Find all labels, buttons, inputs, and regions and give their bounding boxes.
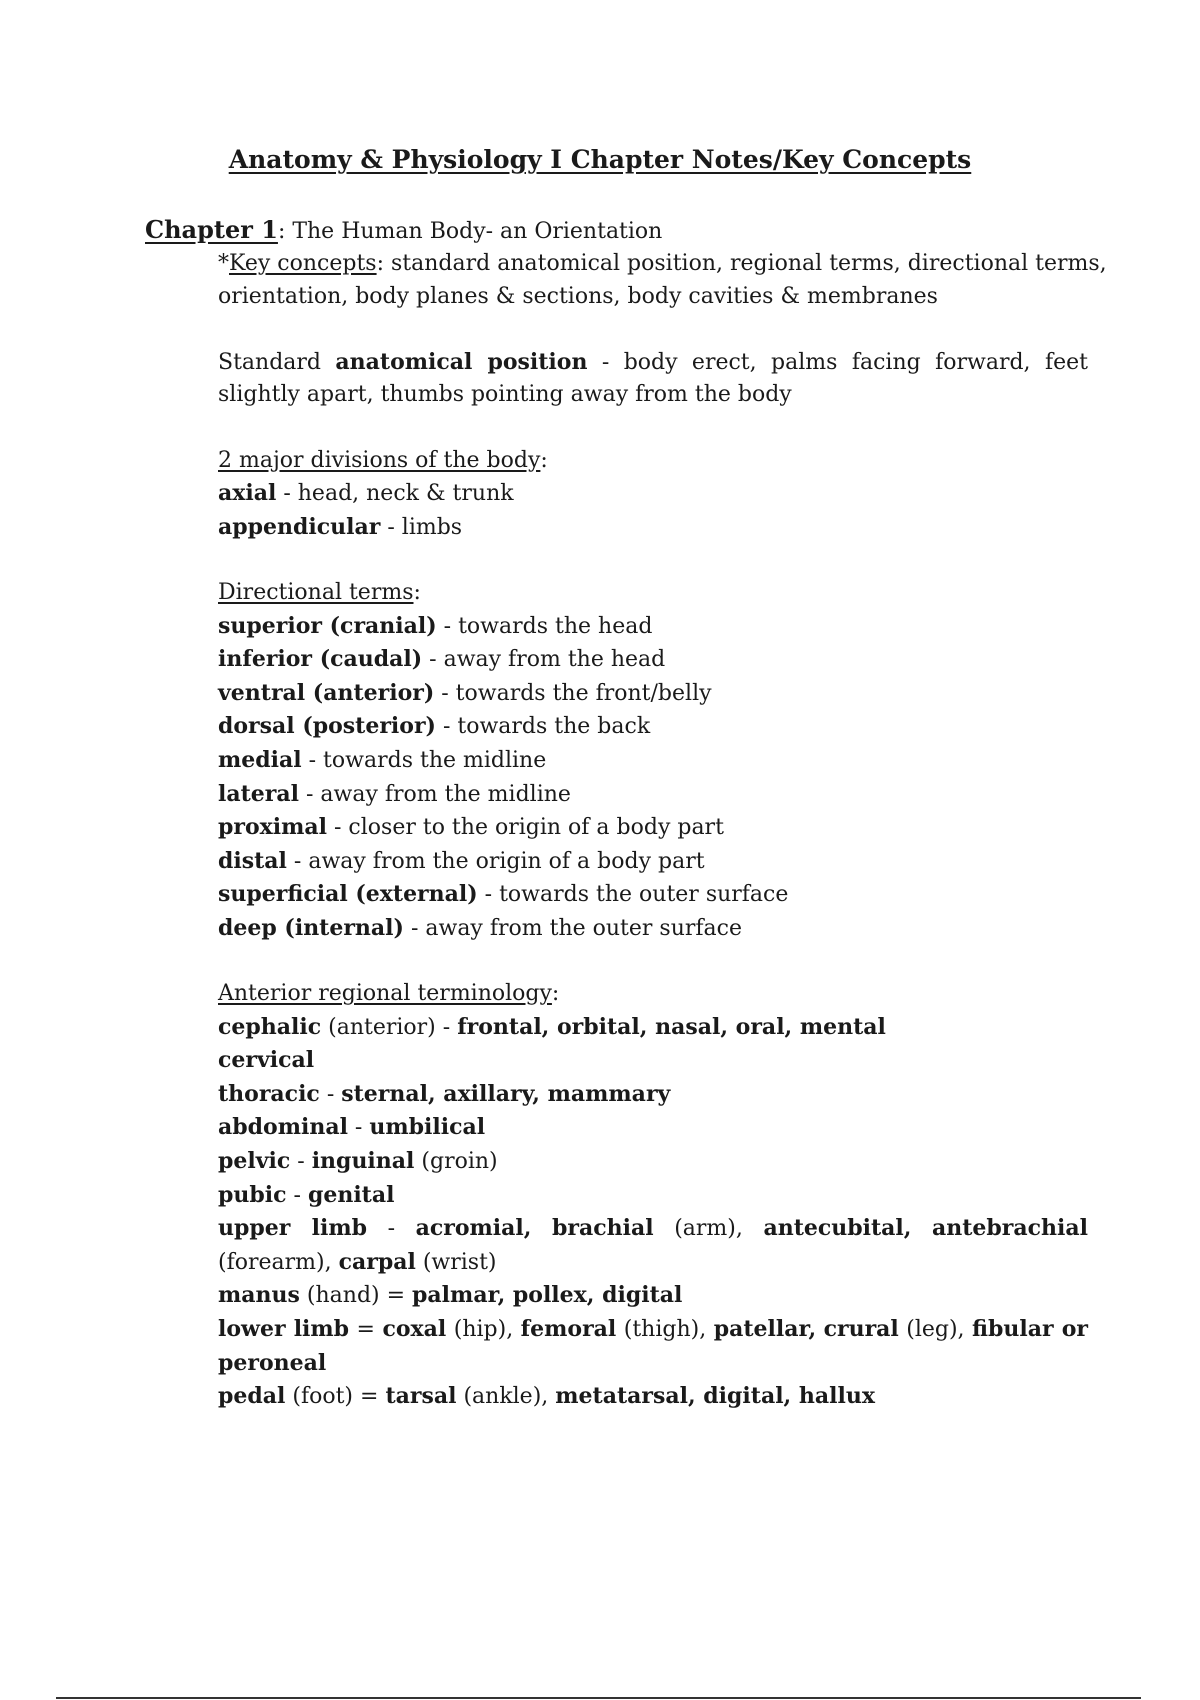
term-alias: (caudal) bbox=[312, 646, 423, 673]
term: inferior bbox=[218, 646, 313, 673]
note: (leg), bbox=[898, 1317, 973, 1342]
term: dorsal bbox=[218, 713, 295, 740]
list-item bbox=[218, 710, 1088, 744]
definition: - head, neck & trunk bbox=[276, 481, 514, 507]
definition: - limbs bbox=[380, 514, 463, 540]
list-item bbox=[218, 811, 1088, 845]
definition: - towards the head bbox=[436, 613, 653, 639]
directional-heading bbox=[218, 577, 1088, 610]
subterm: crural bbox=[823, 1316, 899, 1342]
term: deep bbox=[218, 914, 277, 941]
subterms: genital bbox=[307, 1181, 395, 1208]
term: abdominal bbox=[218, 1114, 348, 1141]
subterm: fibular or peroneal bbox=[218, 1316, 1089, 1376]
document-title: Anatomy & Physiology I Chapter Notes/Key Concepts bbox=[228, 145, 972, 174]
note: (arm), bbox=[653, 1216, 764, 1242]
anatomical-position-prefix: Standard bbox=[218, 349, 336, 375]
list-item bbox=[218, 511, 1088, 545]
term: lateral bbox=[218, 780, 299, 807]
list-item bbox=[218, 477, 1088, 511]
note: (wrist) bbox=[415, 1249, 497, 1275]
separator: - bbox=[290, 1149, 312, 1175]
term: ventral bbox=[218, 679, 306, 706]
subterm: brachial bbox=[552, 1215, 654, 1242]
anterior-regional-heading-colon: : bbox=[551, 981, 560, 1007]
term-alias: (anterior) bbox=[305, 679, 435, 706]
list-item-upper-limb bbox=[218, 1212, 1088, 1279]
note: (thigh), bbox=[616, 1317, 714, 1342]
anterior-regional-heading bbox=[218, 978, 1088, 1011]
subterms: inguinal bbox=[311, 1148, 415, 1175]
list-item bbox=[218, 1078, 1088, 1112]
term: proximal bbox=[218, 814, 328, 841]
chapter-name: The Human Body- an Orientation bbox=[292, 219, 663, 244]
term: cephalic bbox=[218, 1013, 322, 1040]
list-item bbox=[218, 845, 1088, 879]
list-item bbox=[218, 878, 1088, 912]
spacer bbox=[218, 412, 1088, 445]
chapter-separator: : bbox=[277, 219, 293, 244]
term: appendicular bbox=[218, 513, 381, 540]
definition: - closer to the origin of a body part bbox=[327, 815, 724, 841]
term-alias: (internal) bbox=[276, 914, 404, 941]
subterm: acromial, bbox=[415, 1215, 532, 1242]
subterms: frontal, orbital, nasal, oral, mental bbox=[457, 1013, 886, 1040]
key-concepts-label: Key concepts bbox=[229, 251, 377, 276]
term: thoracic bbox=[218, 1080, 320, 1107]
term: pedal bbox=[218, 1383, 286, 1410]
spacer bbox=[218, 313, 1088, 346]
spacer bbox=[218, 945, 1088, 978]
list-item bbox=[218, 778, 1088, 812]
term: medial bbox=[218, 746, 302, 773]
key-concepts-colon: : bbox=[376, 251, 384, 276]
key-concepts-line-2: orientation, body planes & sections, body cavities & membranes bbox=[218, 283, 938, 309]
subterm: antebrachial bbox=[932, 1215, 1089, 1242]
key-concepts-line-1 bbox=[218, 248, 1107, 281]
term: upper limb bbox=[218, 1215, 367, 1242]
term-alias: (external) bbox=[347, 881, 478, 908]
term: lower limb bbox=[218, 1316, 350, 1342]
list-item bbox=[218, 1111, 1088, 1145]
definition: - away from the origin of a body part bbox=[286, 848, 705, 874]
term: manus bbox=[218, 1282, 300, 1309]
note: (hip), bbox=[446, 1317, 521, 1342]
definition: - away from the head bbox=[422, 647, 666, 673]
note: (forearm), bbox=[218, 1249, 339, 1275]
term: superficial bbox=[218, 881, 348, 908]
anterior-regional-heading-text: Anterior regional terminology bbox=[218, 981, 552, 1007]
anatomical-position-paragraph bbox=[218, 346, 1088, 412]
note: (hand) = bbox=[299, 1283, 413, 1309]
chapter-body bbox=[218, 248, 1107, 1414]
note: (foot) = bbox=[285, 1384, 386, 1410]
term: distal bbox=[218, 847, 287, 874]
key-concepts-star: * bbox=[218, 251, 229, 276]
list-item bbox=[218, 1380, 1088, 1414]
spacer bbox=[218, 544, 1088, 577]
definition: - towards the back bbox=[435, 714, 651, 740]
chapter-heading bbox=[145, 215, 1105, 244]
divisions-heading-colon: : bbox=[540, 447, 548, 473]
subterms: sternal, axillary, mammary bbox=[341, 1080, 671, 1107]
separator: - bbox=[366, 1216, 416, 1242]
subterms: metatarsal, digital, hallux bbox=[555, 1383, 875, 1410]
separator: = bbox=[349, 1317, 383, 1342]
list-item bbox=[218, 1145, 1088, 1179]
term-alias: (cranial) bbox=[321, 612, 437, 639]
term: pubic bbox=[218, 1181, 287, 1208]
note: (anterior) - bbox=[321, 1014, 458, 1040]
anatomical-position-term: anatomical position bbox=[335, 348, 588, 375]
definition: - towards the midline bbox=[301, 747, 547, 773]
footer-divider bbox=[56, 1697, 1141, 1699]
term-alias: (posterior) bbox=[294, 713, 436, 740]
list-item bbox=[218, 1179, 1088, 1213]
list-item bbox=[218, 1044, 1088, 1078]
subterm: coxal bbox=[382, 1316, 447, 1342]
list-item bbox=[218, 610, 1088, 644]
term: axial bbox=[218, 480, 277, 507]
subterms: palmar, pollex, digital bbox=[412, 1282, 683, 1309]
subterm: femoral bbox=[520, 1316, 617, 1342]
separator: - bbox=[347, 1115, 370, 1141]
separator: - bbox=[286, 1182, 308, 1208]
chapter-label: Chapter 1 bbox=[145, 215, 278, 244]
subterms: umbilical bbox=[369, 1114, 486, 1141]
note: (ankle), bbox=[456, 1384, 556, 1410]
term: superior bbox=[218, 612, 322, 639]
divisions-heading bbox=[218, 445, 1088, 478]
anatomical-position-definition: - body erect, palms facing forward, feet slightly apart, thumbs pointing away from the body bbox=[218, 349, 1088, 408]
note: (groin) bbox=[414, 1149, 498, 1175]
list-item bbox=[218, 912, 1088, 946]
separator: - bbox=[319, 1081, 342, 1107]
list-item bbox=[218, 1279, 1088, 1313]
directional-heading-colon: : bbox=[413, 579, 421, 605]
key-concepts-text-1: standard anatomical position, regional terms, directional terms, bbox=[384, 251, 1107, 276]
subterm: antecubital, bbox=[763, 1215, 912, 1242]
term: pelvic bbox=[218, 1148, 291, 1175]
definition: - away from the midline bbox=[298, 781, 571, 807]
subterm: tarsal bbox=[385, 1383, 457, 1410]
list-item-lower-limb bbox=[218, 1313, 1088, 1380]
list-item bbox=[218, 643, 1088, 677]
definition: - towards the front/belly bbox=[434, 680, 712, 706]
definition: - away from the outer surface bbox=[403, 915, 742, 941]
term: cervical bbox=[218, 1047, 315, 1074]
list-item bbox=[218, 677, 1088, 711]
definition: - towards the outer surface bbox=[477, 882, 789, 908]
subterm: carpal bbox=[338, 1248, 416, 1275]
directional-heading-text: Directional terms bbox=[218, 579, 414, 605]
subterm: patellar, bbox=[713, 1316, 817, 1342]
list-item bbox=[218, 1011, 1088, 1045]
divisions-heading-text: 2 major divisions of the body bbox=[218, 447, 541, 473]
list-item bbox=[218, 744, 1088, 778]
